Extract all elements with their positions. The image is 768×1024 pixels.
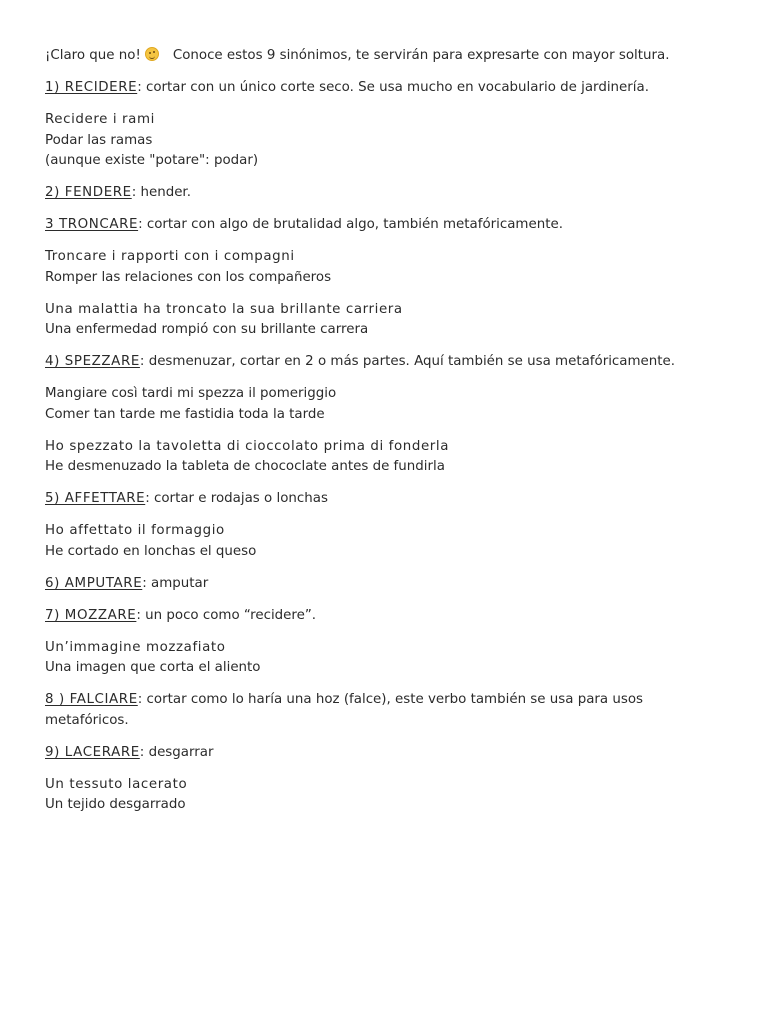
example-block [45,300,725,341]
example-italian: Mangiare così tardi mi spezza il pomeriggio [45,386,337,401]
example-spanish: Romper las relaciones con los compañeros [45,269,332,285]
example-spanish: Una imagen que corta el aliento [45,660,261,675]
entry-mozzare [45,606,725,627]
example-block [45,110,725,172]
term-recidere: 1) RECIDERE [45,80,138,95]
definition: : cortar e rodajas o lonchas [145,491,328,506]
definition: : desmenuzar, cortar en 2 o más partes. Aquí también se usa metafóricamente. [139,354,676,369]
example-block [45,437,725,478]
example-italian: Un’immagine mozzafiato [45,639,226,655]
entry-falciare [45,690,725,731]
example-spanish: Comer tan tarde me fastidia toda la tarde [45,406,325,422]
definition: : cortar con un único corte seco. Se usa mucho en vocabulario de jardinería. [137,80,649,95]
document-page [45,46,725,827]
example-spanish: He desmenuzado la tableta de chococlate antes de fundirla [45,459,445,474]
example-block [45,775,725,816]
example-block [45,521,725,562]
example-italian: Ho affettato il formaggio [45,523,225,538]
example-block [45,247,725,288]
intro-greeting: ¡Claro que no! [45,48,141,63]
term-lacerare: 9) LACERARE [45,744,140,760]
term-spezzare: 4) SPEZZARE [45,354,140,369]
example-italian: Ho spezzato la tavoletta di cioccolato prima di fonderla [45,438,450,454]
term-mozzare: 7) MOZZARE [45,607,137,623]
example-block [45,384,725,425]
definition: : cortar con algo de brutalidad algo, también metafóricamente. [138,217,563,232]
term-troncare: 3 TRONCARE [45,217,139,232]
example-italian: Troncare i rapporti con i compagni [45,249,295,264]
intro-paragraph [45,46,725,67]
definition: : amputar [142,575,209,591]
term-affettare: 5) AFFETTARE [45,491,146,506]
term-amputare: 6) AMPUTARE [45,575,143,591]
term-falciare: 8 ) FALCIARE [45,692,138,707]
example-spanish: He cortado en lonchas el queso [45,543,257,559]
example-block [45,638,725,679]
example-note: (aunque existe "potare": podar) [45,153,259,168]
entry-fendere [45,183,725,204]
intro-text: Conoce estos 9 sinónimos, te servirán para expresarte con mayor soltura. [172,48,670,63]
definition: : un poco como “recidere”. [136,607,317,623]
example-italian: Una malattia ha troncato la sua brillante carriera [45,301,403,317]
entry-recidere [45,78,725,99]
definition: : cortar como lo haría una hoz (falce), este verbo también se usa para usos metafóricos. [45,692,644,728]
definition: : hender. [131,185,191,200]
example-spanish: Podar las ramas [45,132,153,148]
winking-face-icon [145,47,159,61]
entry-affettare [45,489,725,510]
definition: : desgarrar [139,744,214,760]
example-spanish: Un tejido desgarrado [45,797,186,812]
term-fendere: 2) FENDERE [45,185,132,200]
entry-lacerare [45,743,725,764]
entry-spezzare [45,352,725,373]
example-italian: Un tessuto lacerato [45,776,188,792]
entry-amputare [45,574,725,595]
example-spanish: Una enfermedad rompió con su brillante carrera [45,322,369,337]
example-italian: Recidere i rami [45,112,155,127]
entry-troncare [45,215,725,236]
